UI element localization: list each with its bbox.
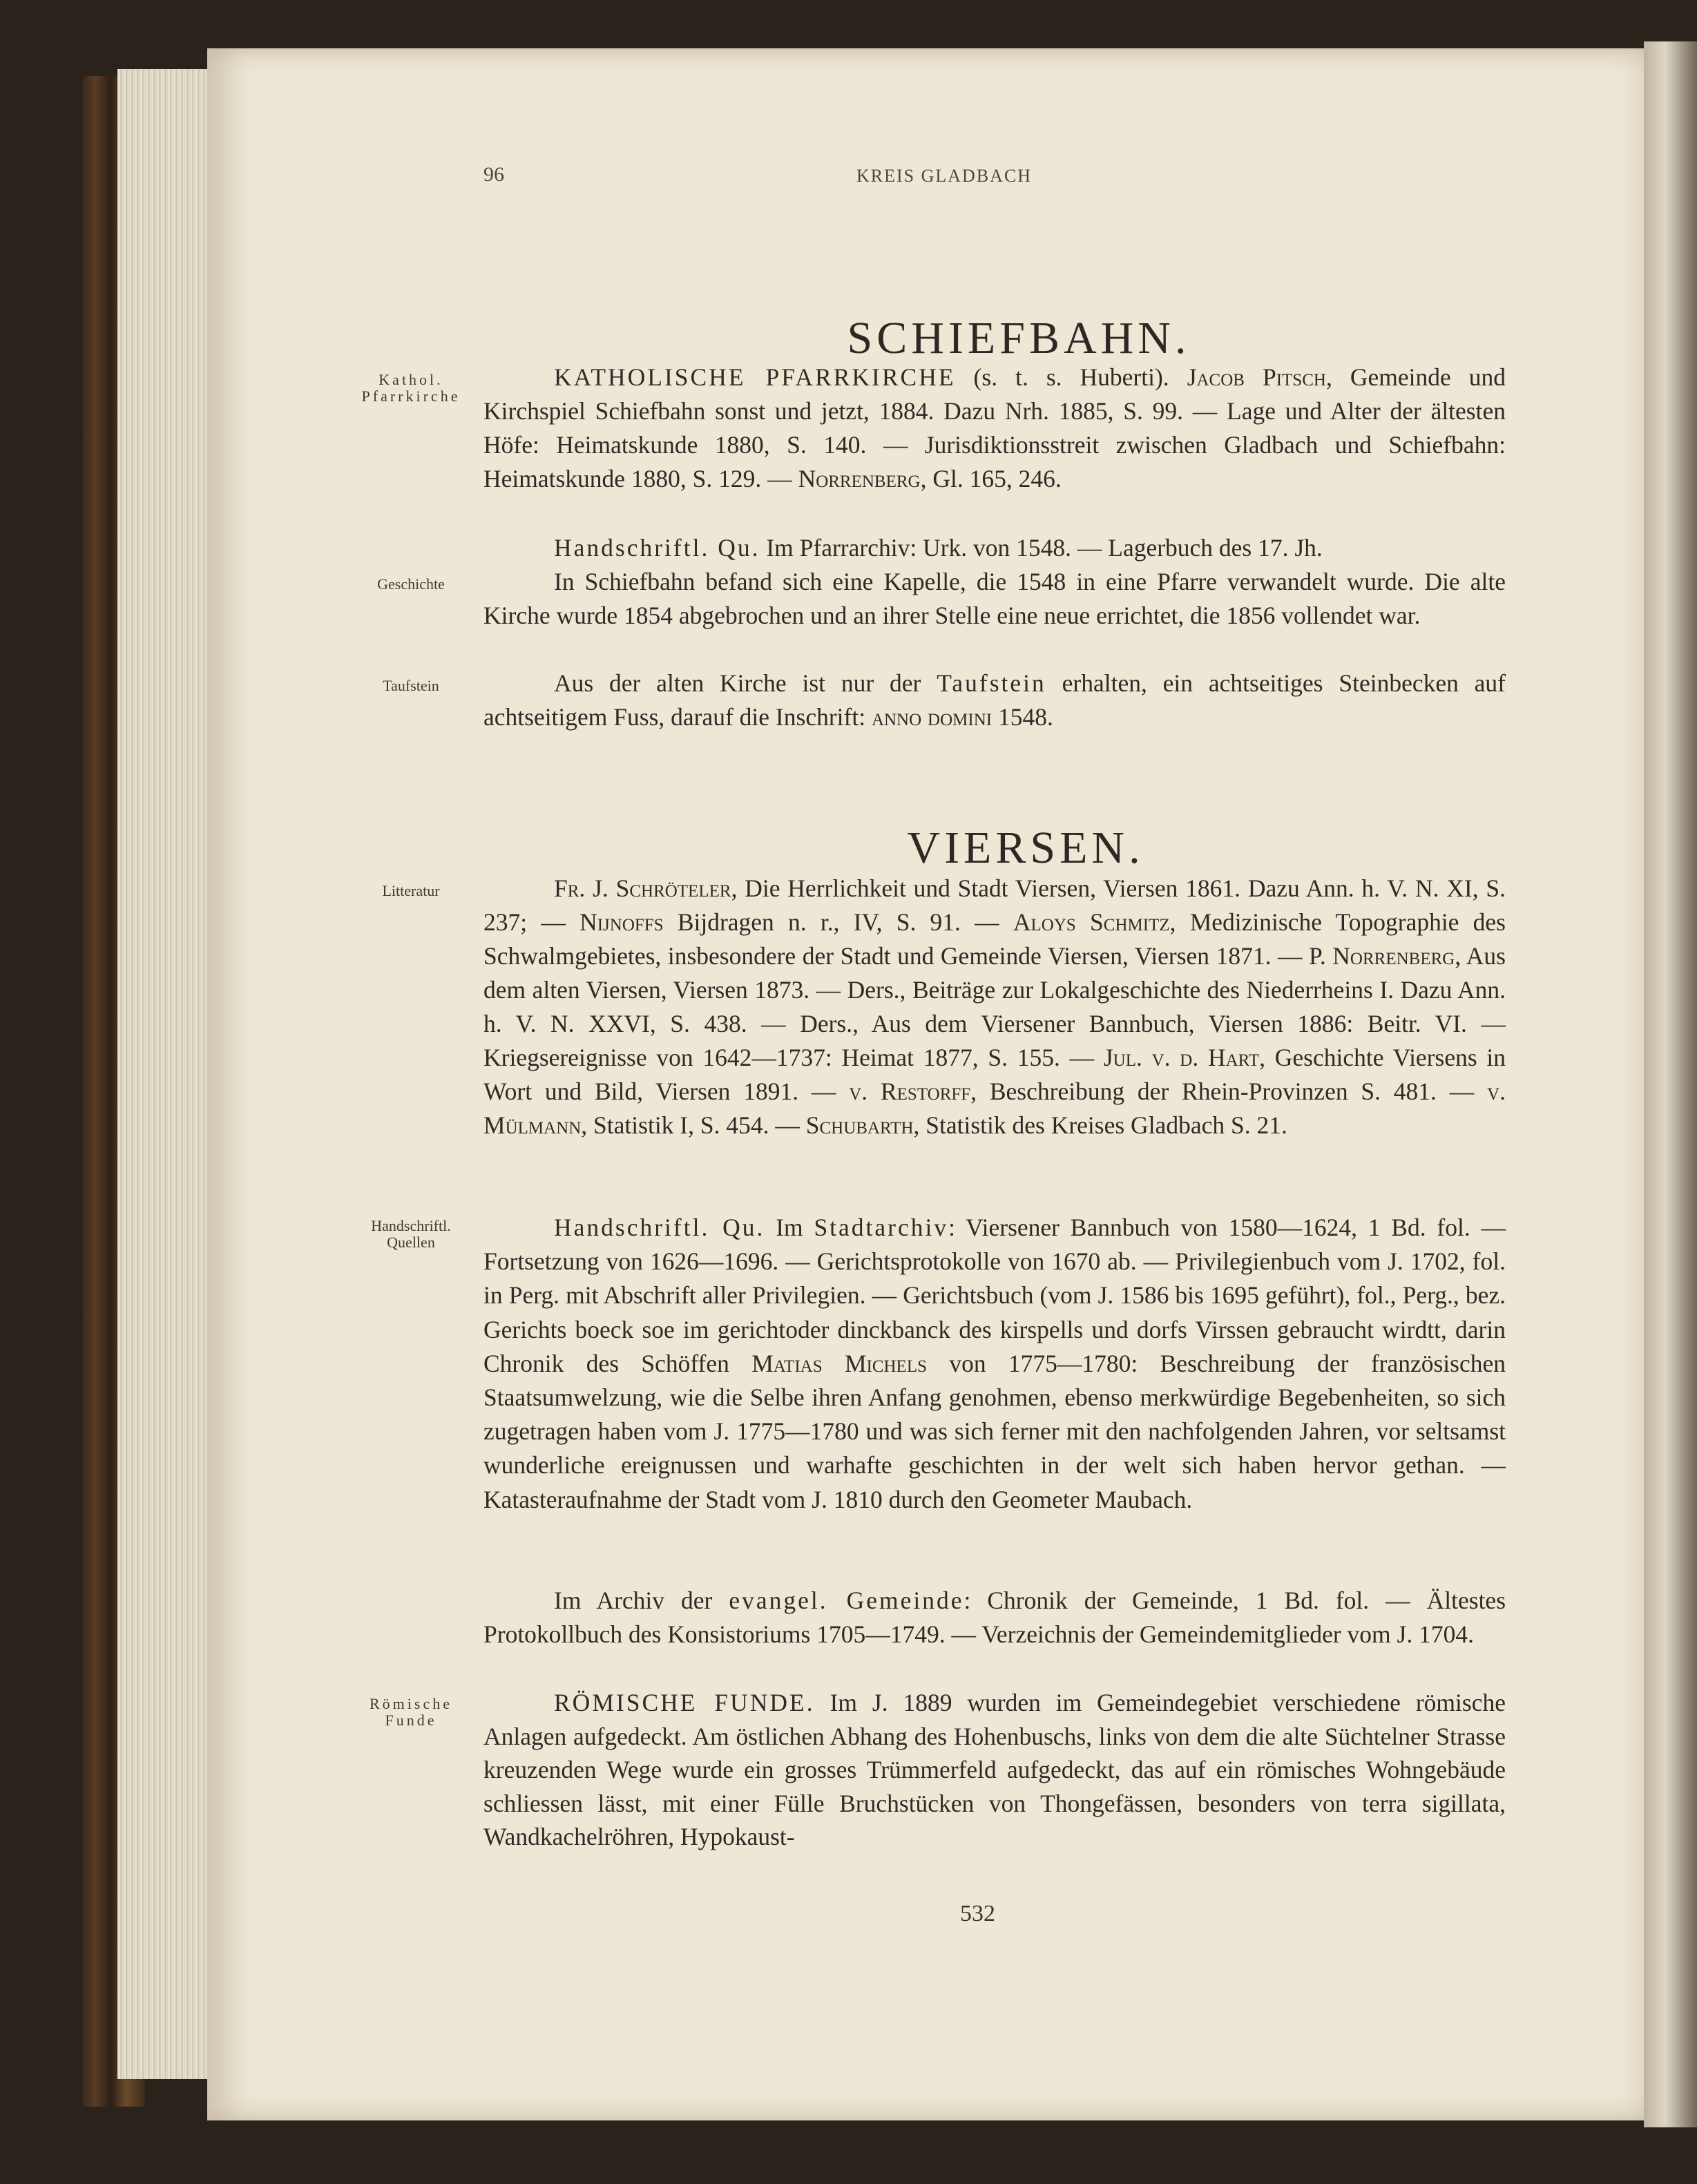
paragraph-lead: KATHOLISCHE PFARRKIRCHE (554, 363, 956, 391)
paragraph-text: , Statistik I, S. 454. — (581, 1111, 806, 1139)
margin-note-litteratur: Litteratur (382, 882, 440, 899)
running-head (483, 163, 1506, 191)
paragraph-text: , Gl. 165, 246. (920, 465, 1062, 492)
margin-note-handschriftl-quellen: Handschriftl. Quellen (371, 1217, 451, 1251)
paragraph-text: : Viersener Bannbuch von 1580—1624, 1 Bd. fol. — Fortsetzung von 1626—1696. — Gerichtsprotokolle von 1670 ab. — Privilegienbuch vom J. 1702, fol. in Perg. mit Abschrift aller Privilegien. — Gerichtsbuch (vom J. 1586 bis 1695 geführt), fol., Perg., bez. Gerichts boeck soe im gerichtoder dinckbanck des kirspells und dorfs Virssen gebraucht wirdtt, darin Chronik des Schöffen (483, 1214, 1506, 1377)
section-title-schiefbahn: SCHIEFBAHN. (847, 313, 1191, 364)
paragraph-lead: RÖMISCHE FUNDE. (554, 1689, 815, 1716)
paragraph-geschichte: In Schiefbahn befand sich eine Kapelle, die 1548 in eine Pfarre verwandelt wurde. Die alte Kirche wurde 1854 abgebrochen und an ihrer Stelle eine neue errichtet, die 1856 vollendet war. (483, 568, 1506, 629)
margin-note-geschichte: Geschichte (377, 575, 445, 593)
paragraph-text: Im J. 1889 wurden im Gemeindegebiet verschiedene römische Anlagen aufgedeckt. Am östlichen Abhang des Hohenbuschs, links von dem die alte Süchtelner Strasse kreuzenden Wege wurde ein grosses Trümmerfeld aufgedeckt, das auf ein römisches Wohngebäude schliessen lässt, mit einer Fülle Bruchstücken von Thongefässen, besonders von terra sigillata, Wandkachelröhren, Hypokaust- (483, 1689, 1506, 1850)
author-name: Jul. v. d. Hart (1103, 1044, 1260, 1071)
paragraph-text: : Chronik der Gemeinde, 1 Bd. fol. — Ältestes Protokollbuch des Konsistoriums 1705—1749. — Verzeichnis der Gemeindemitglieder vom J. 1704. (483, 1587, 1506, 1648)
paragraph-taufstein (483, 667, 1506, 734)
paragraph-lead: evangel. Gemeinde (729, 1587, 964, 1614)
paragraph-text: Bijdragen n. r., IV, S. 91. — (663, 908, 1013, 936)
paragraph-text: von 1775—1780: Beschreibung der französischen Staatsumwelzung, wie die Selbe ihren Anfang genohmen, ebenso merkwürdige Begebenheiten, so sich zugetragen haben vom J. 1775—1780 und was sich ferner mit den nachfolgenden Jahren, vor seltsamst wunderliche ereignussen und warhafte geschichten in der welt sich haben hervor gethan. — Katasteraufnahme der Stadt vom J. 1810 durch den Geometer Maubach. (483, 1349, 1506, 1513)
page-number: 96 (483, 163, 504, 186)
paragraph-text: , Die Herrlichkeit und Stadt Viersen, Viersen 1861. Dazu Ann. h. V. N. XI, S. 237; — (483, 874, 1506, 936)
paragraph-text: , Geschichte Viersens in Wort und Bild, Viersen 1891. — (483, 1044, 1506, 1105)
paragraph-text: Im Pfarrarchiv: Urk. von 1548. — Lagerbuch des 17. Jh. (760, 534, 1323, 562)
facing-page-edge (1644, 41, 1697, 2127)
paragraph-katholische-pfarrkirche (483, 361, 1506, 496)
author-name: Aloys Schmitz (1013, 908, 1170, 936)
paragraph-lead: Handschriftl. Qu. (554, 534, 760, 562)
paragraph-text: Im Archiv der (554, 1587, 729, 1614)
paragraph-text: , Medizinische Topographie des Schwalmgebietes, insbesondere der Stadt und Gemeinde Viersen, Viersen 1871. — (483, 908, 1506, 970)
paragraph-text: Im (765, 1214, 814, 1241)
author-name: Fr. J. Schröteler (554, 874, 731, 902)
paragraph-text: , Gemeinde und Kirchspiel Schiefbahn sonst und jetzt, 1884. Dazu Nrh. 1885, S. 99. — Lage und Alter der ältesten Höfe: Heimatskunde 1880, S. 140. — Jurisdiktionsstreit zwischen Gladbach und Schiefbahn: Heimatskunde 1880, S. 129. — (483, 363, 1506, 492)
paragraph-text: , Beschreibung der Rhein-Provinzen S. 481. — (970, 1077, 1488, 1105)
paragraph-handschriftl-viersen (483, 1211, 1506, 1517)
paragraph-lead: Handschriftl. Qu. (554, 1214, 765, 1241)
paragraph-text: , Statistik des Kreises Gladbach S. 21. (913, 1111, 1287, 1139)
author-name: P. Norrenberg (1309, 942, 1455, 970)
author-name: Norrenberg (798, 465, 921, 492)
author-name: Nijnoffs (579, 908, 664, 936)
margin-note-taufstein: Taufstein (383, 677, 439, 694)
running-title: KREIS GLADBACH (856, 166, 1033, 186)
paragraph-text: , Aus dem alten Viersen, Viersen 1873. — Ders., Beiträge zur Lokalgeschichte des Niederrheins I. Dazu Ann. h. V. N. XXVI, S. 438. — Ders., Aus dem Viersener Bannbuch, Viersen 1886: Beitr. VI. — Kriegsereignisse von 1642—1737: Heimat 1877, S. 155. — (483, 942, 1506, 1071)
paragraph-litteratur (483, 872, 1506, 1142)
margin-note-kathol: Kathol. Pfarrkirche (361, 371, 461, 405)
paragraph-roemische-funde (483, 1686, 1506, 1854)
paragraph-text: (s. t. s. Huberti). (955, 363, 1187, 391)
paragraph-text: erhalten, ein achtseitiges Steinbecken auf achtseitigem Fuss, darauf die Inschrift: (483, 669, 1506, 731)
paragraph-evangel-gemeinde (483, 1584, 1506, 1651)
person-name: Matias Michels (751, 1349, 928, 1377)
paragraph-text: 1548. (992, 703, 1053, 731)
author-name: Jacob Pitsch (1187, 363, 1326, 391)
signature-mark: 532 (960, 1901, 995, 1926)
author-name: v. Mülmann (483, 1077, 1506, 1139)
inscription-text: anno domini (871, 703, 993, 731)
author-name: v. Restorff (849, 1077, 971, 1105)
paragraph-lead: Taufstein (937, 669, 1046, 697)
author-name: Schubarth (805, 1111, 914, 1139)
section-title-viersen: VIERSEN. (907, 823, 1144, 874)
archive-name: Stadtarchiv (814, 1214, 949, 1241)
margin-note-roemische-funde: Römische Funde (370, 1695, 452, 1729)
paragraph-handschriftl-schiefbahn (483, 531, 1506, 565)
paragraph-text: Aus der alten Kirche ist nur der (554, 669, 937, 697)
